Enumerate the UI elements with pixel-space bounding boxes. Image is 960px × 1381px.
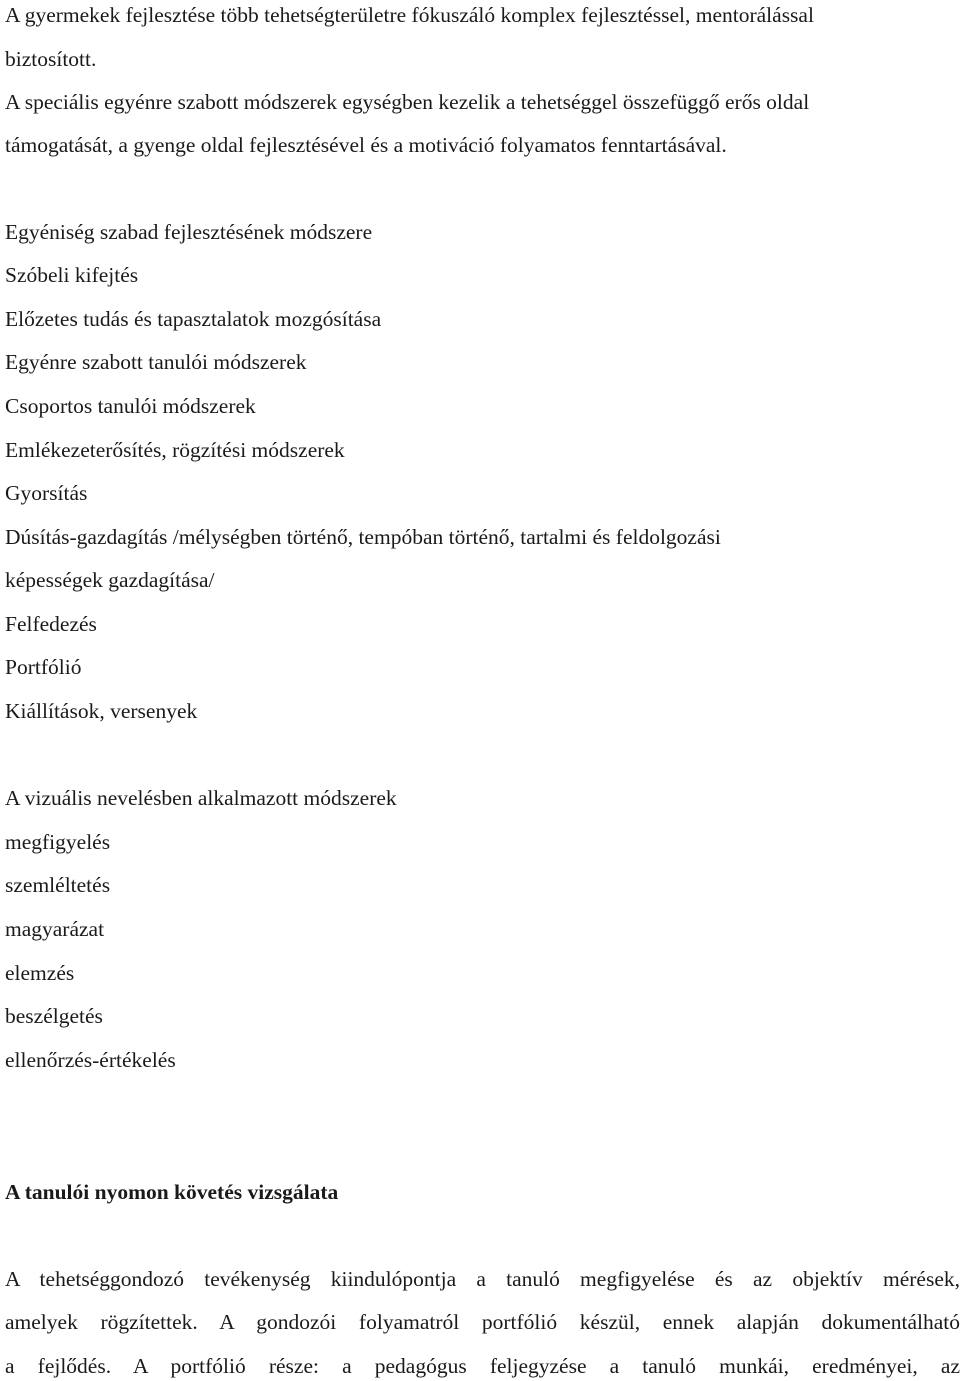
methods-item: képességek gazdagítása/ <box>5 568 215 592</box>
methods-item: Emlékezeterősítés, rögzítési módszerek <box>5 438 345 462</box>
tracking-heading: A tanulói nyomon követés vizsgálata <box>5 1180 339 1204</box>
methods-item: Egyénre szabott tanulói módszerek <box>5 350 307 374</box>
methods-item: Gyorsítás <box>5 481 88 505</box>
visual-heading: A vizuális nevelésben alkalmazott módszerek <box>5 786 397 810</box>
visual-item: ellenőrzés-értékelés <box>5 1048 176 1072</box>
methods-item: Felfedezés <box>5 612 97 636</box>
methods-item: Csoportos tanulói módszerek <box>5 394 256 418</box>
intro-line-2: biztosított. <box>5 47 97 71</box>
visual-item: megfigyelés <box>5 830 111 854</box>
methods-heading: Egyéniség szabad fejlesztésének módszere <box>5 220 373 244</box>
intro-line-3: A speciális egyénre szabott módszerek egységben kezelik a tehetséggel összefüggő erős oldal <box>5 90 810 114</box>
tracking-line-1: A tehetséggondozó tevékenység kiindulópontja a tanuló megfigyelése és az objektív mérések, <box>5 1267 960 1291</box>
visual-item: beszélgetés <box>5 1004 103 1028</box>
methods-item: Előzetes tudás és tapasztalatok mozgósítása <box>5 307 382 331</box>
methods-item: Kiállítások, versenyek <box>5 699 198 723</box>
visual-item: elemzés <box>5 961 75 985</box>
methods-item: Portfólió <box>5 655 82 679</box>
intro-line-4: támogatását, a gyenge oldal fejlesztésével és a motiváció folyamatos fenntartásával. <box>5 133 727 157</box>
visual-item: szemléltetés <box>5 873 111 897</box>
tracking-line-3: a fejlődés. A portfólió része: a pedagógus feljegyzése a tanuló munkái, eredményei, az <box>5 1354 960 1378</box>
visual-item: magyarázat <box>5 917 105 941</box>
methods-item: Dúsítás-gazdagítás /mélységben történő, tempóban történő, tartalmi és feldolgozási <box>5 525 721 549</box>
intro-line-1: A gyermekek fejlesztése több tehetségterületre fókuszáló komplex fejlesztéssel, mentorálással <box>5 3 814 27</box>
tracking-line-2: amelyek rögzítettek. A gondozói folyamatról portfólió készül, ennek alapján dokumentálható <box>5 1310 960 1334</box>
methods-item: Szóbeli kifejtés <box>5 263 139 287</box>
